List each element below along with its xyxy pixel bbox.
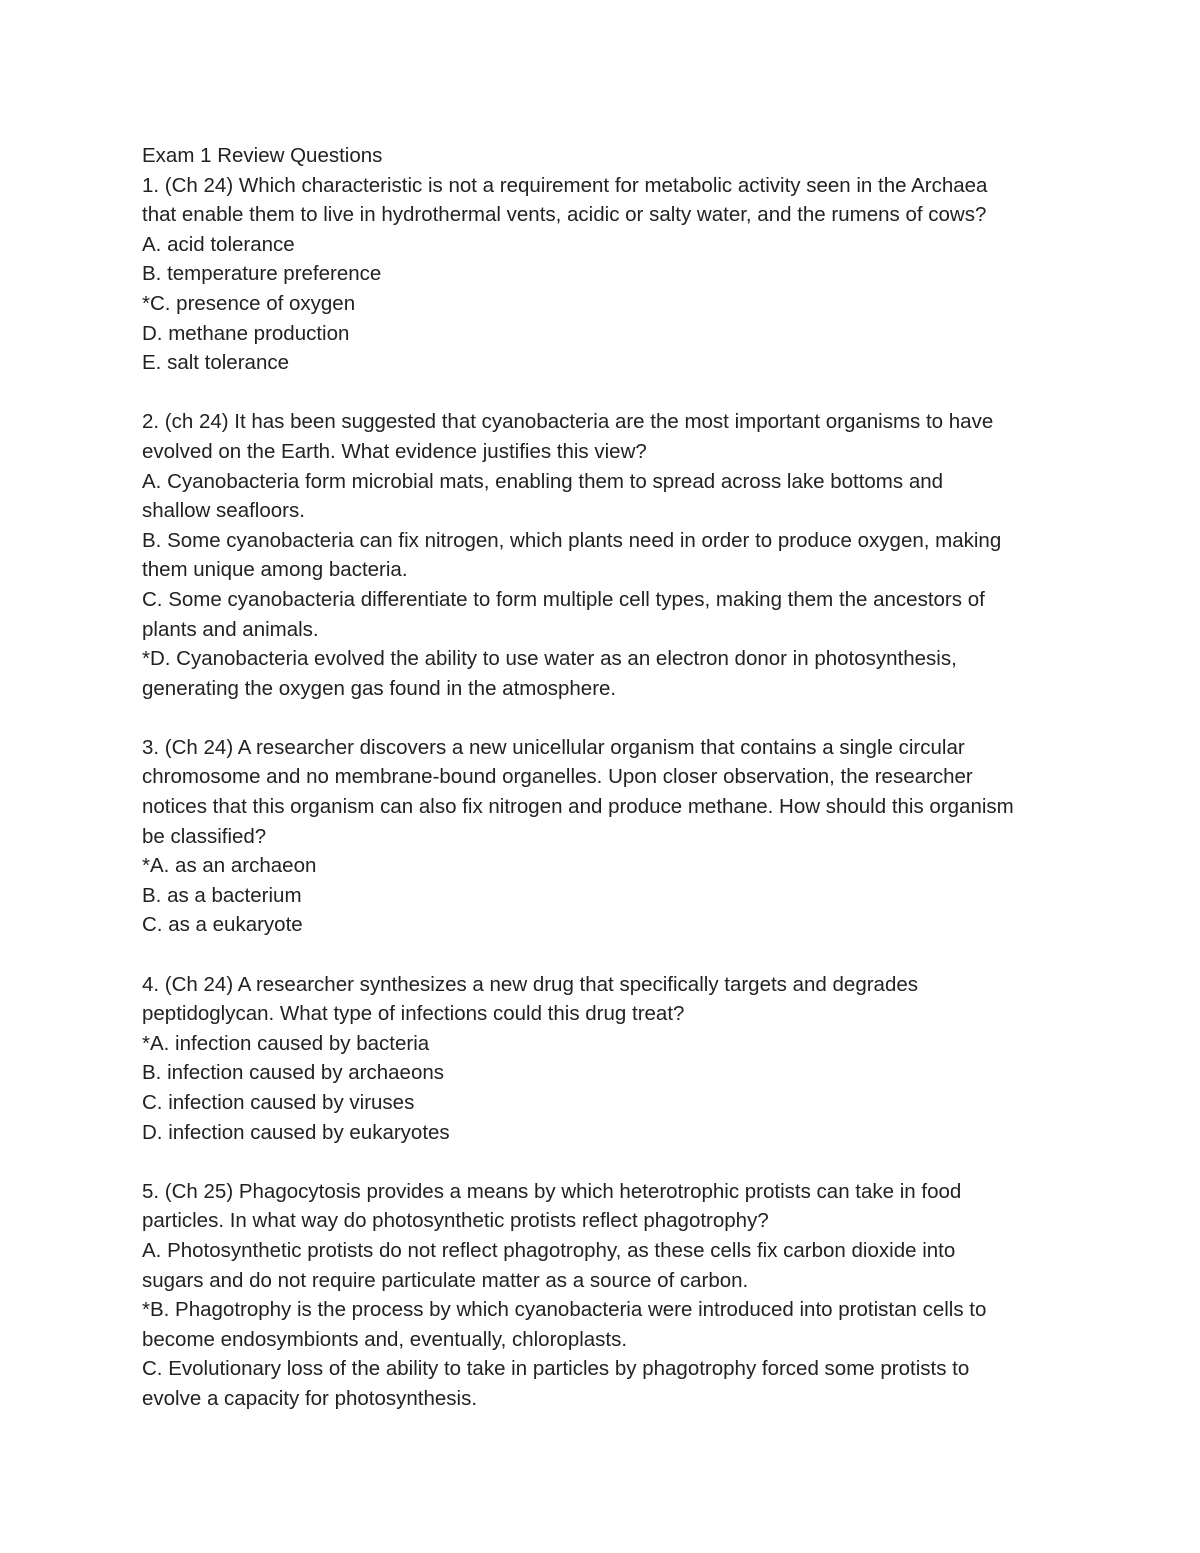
question-text-line: be classified?: [142, 824, 267, 848]
question-text-line: 4. (Ch 24) A researcher synthesizes a new drug that specifically targets and degrades: [142, 972, 919, 996]
answer-option: [142, 585, 1072, 644]
answer-option: [142, 230, 1072, 260]
answer-option-line: C. infection caused by viruses: [142, 1091, 415, 1114]
question-text-line: 3. (Ch 24) A researcher discovers a new unicellular organism that contains a single circular: [142, 735, 965, 759]
question-text-line: evolved on the Earth. What evidence justifies this view?: [142, 439, 647, 463]
answer-option-line: *D. Cyanobacteria evolved the ability to use water as an electron donor in photosynthesis,: [142, 647, 957, 671]
answer-option: [142, 910, 1072, 940]
answer-option-line: shallow seafloors.: [142, 499, 305, 523]
question-text-line: notices that this organism can also fix nitrogen and produce methane. How should this organism: [142, 795, 1014, 819]
answer-option: [142, 259, 1072, 289]
answer-option-line: A. Cyanobacteria form microbial mats, enabling them to spread across lake bottoms and: [142, 469, 944, 493]
answer-option: [142, 851, 1072, 881]
answer-option: [142, 1295, 1072, 1354]
question-5: [142, 1177, 1072, 1414]
answer-option: [142, 1236, 1072, 1295]
question-2: [142, 407, 1072, 703]
answer-option: [142, 1118, 1072, 1148]
answer-option: [142, 348, 1072, 378]
document-title: Exam 1 Review Questions: [142, 144, 383, 167]
answer-option: [142, 1354, 1072, 1413]
question-1: [142, 171, 1072, 378]
answer-option-line: *A. infection caused by bacteria: [142, 1031, 430, 1055]
answer-option-line: D. methane production: [142, 321, 350, 345]
answer-option-line: evolve a capacity for photosynthesis.: [142, 1386, 478, 1410]
answer-option-line: E. salt tolerance: [142, 351, 289, 375]
question-4: [142, 970, 1072, 1148]
answer-option-line: C. Some cyanobacteria differentiate to form multiple cell types, making them the ancestors of: [142, 587, 985, 611]
answer-option-line: D. infection caused by eukaryotes: [142, 1120, 450, 1144]
answer-option-line: plants and animals.: [142, 617, 319, 641]
answer-option-line: C. as a eukaryote: [142, 913, 303, 937]
answer-option-line: *C. presence of oxygen: [142, 291, 356, 315]
answer-option-line: B. Some cyanobacteria can fix nitrogen, which plants need in order to produce oxygen, making: [142, 528, 1002, 552]
question-text-line: particles. In what way do photosynthetic protists reflect phagotrophy?: [142, 1209, 769, 1233]
question-list: [142, 171, 1072, 1414]
answer-option-line: A. Photosynthetic protists do not reflect phagotrophy, as these cells fix carbon dioxide into: [142, 1238, 956, 1262]
answer-option: [142, 289, 1072, 319]
answer-option: [142, 881, 1072, 911]
answer-option-line: B. infection caused by archaeons: [142, 1061, 444, 1085]
answer-option-line: B. temperature preference: [142, 262, 382, 286]
question-text-line: 1. (Ch 24) Which characteristic is not a requirement for metabolic activity seen in the Archaea: [142, 173, 988, 197]
answer-option: [142, 319, 1072, 349]
answer-option-line: A. acid tolerance: [142, 232, 295, 256]
answer-option-line: sugars and do not require particulate matter as a source of carbon.: [142, 1268, 749, 1292]
answer-option-line: B. as a bacterium: [142, 883, 302, 907]
answer-option: [142, 467, 1072, 526]
question-3: [142, 733, 1072, 940]
answer-option: [142, 526, 1072, 585]
document-body: [142, 141, 1072, 1414]
answer-option: [142, 1088, 1072, 1118]
answer-option-line: C. Evolutionary loss of the ability to take in particles by phagotrophy forced some protists to: [142, 1357, 970, 1381]
question-text-line: that enable them to live in hydrothermal vents, acidic or salty water, and the rumens of cows?: [142, 203, 987, 227]
answer-option-line: them unique among bacteria.: [142, 558, 408, 582]
answer-option: [142, 1029, 1072, 1059]
answer-option-line: generating the oxygen gas found in the atmosphere.: [142, 676, 617, 700]
answer-option: [142, 644, 1072, 703]
question-text-line: 5. (Ch 25) Phagocytosis provides a means by which heterotrophic protists can take in food: [142, 1179, 962, 1203]
answer-option: [142, 1058, 1072, 1088]
answer-option-line: *B. Phagotrophy is the process by which cyanobacteria were introduced into protistan cells to: [142, 1298, 987, 1322]
answer-option-line: become endosymbionts and, eventually, chloroplasts.: [142, 1327, 628, 1351]
question-text-line: chromosome and no membrane-bound organelles. Upon closer observation, the researcher: [142, 765, 973, 789]
answer-option-line: *A. as an archaeon: [142, 854, 317, 878]
question-text-line: peptidoglycan. What type of infections could this drug treat?: [142, 1002, 685, 1026]
question-text-line: 2. (ch 24) It has been suggested that cyanobacteria are the most important organisms to have: [142, 410, 994, 434]
